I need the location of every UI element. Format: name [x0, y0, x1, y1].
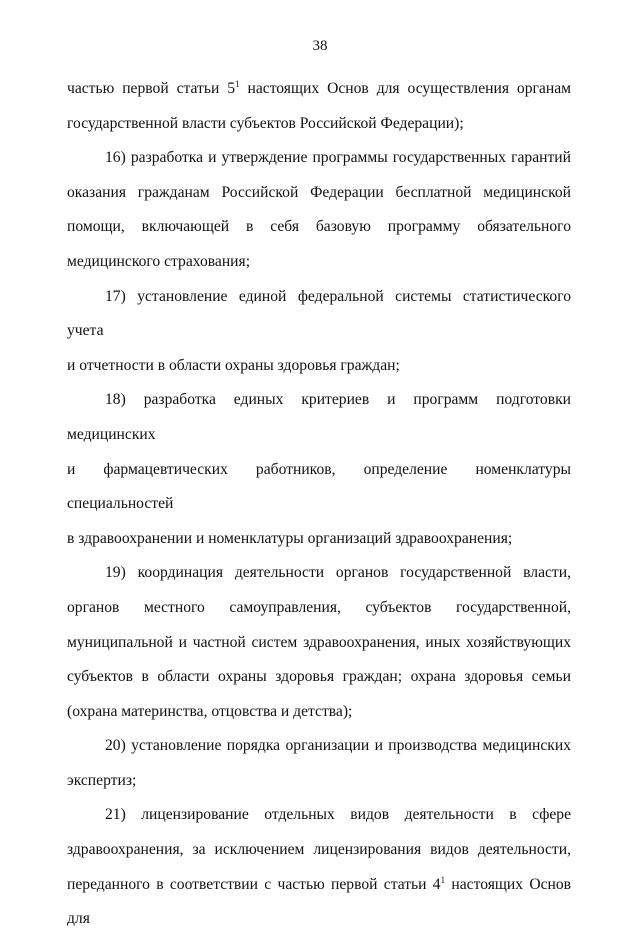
text-line: [67, 626, 571, 661]
text-segment: оказания гражданам Российской Федерации бесплатной медицинской: [67, 183, 571, 201]
text-segment: муниципальной и частной систем здравоохранения, иных хозяйствующих: [67, 633, 571, 651]
paragraph: [67, 556, 571, 729]
text-segment: и фармацевтических работников, определение номенклатуры специальностей: [67, 460, 571, 513]
text-segment: здравоохранения, за исключением лицензирования видов деятельности,: [67, 841, 571, 859]
text-line: [67, 453, 571, 522]
text-segment: экспертиз;: [67, 771, 137, 789]
text-segment: помощи, включающей в себя базовую программу обязательного: [67, 218, 571, 236]
text-segment: медицинского страхования;: [67, 252, 251, 270]
page-number: 38: [312, 38, 328, 54]
paragraph: [67, 383, 571, 556]
text-line: [67, 522, 571, 557]
text-segment: государственной власти субъектов Российской Федерации);: [67, 114, 464, 132]
paragraph: [67, 280, 571, 384]
document-body: [67, 72, 571, 937]
text-segment: (охрана материнства, отцовства и детства);: [67, 702, 353, 720]
text-line: [67, 141, 571, 176]
paragraph: [67, 729, 571, 798]
text-line: [67, 833, 571, 868]
text-segment: настоящих Основ для осуществления органам: [239, 80, 571, 97]
text-segment: 18) разработка единых критериев и программ подготовки медицинских: [67, 391, 571, 443]
text-segment: в здравоохранении и номенклатуры организаций здравоохранения;: [67, 529, 513, 547]
text-segment: и отчетности в области охраны здоровья граждан;: [67, 356, 400, 374]
text-line: [67, 798, 571, 833]
text-segment: 17) установление единой федеральной системы статистического учета: [67, 287, 571, 340]
text-segment: 21) лицензирование отдельных видов деятельности в сфере: [105, 806, 571, 824]
text-segment: 16) разработка и утверждение программы государственных гарантий: [105, 149, 571, 167]
superscript: 1: [235, 79, 240, 89]
text-line: [67, 868, 571, 937]
paragraph: [67, 798, 571, 936]
text-line: [67, 349, 571, 384]
text-line: [67, 591, 571, 626]
text-line: [67, 556, 571, 591]
text-segment: субъектов в области охраны здоровья граждан; охрана здоровья семьи: [67, 668, 571, 686]
superscript: 1: [440, 874, 446, 885]
text-line: [67, 660, 571, 695]
text-segment: переданного в соответствии с частью первой статьи 4: [67, 875, 441, 893]
paragraph: [67, 141, 571, 279]
text-segment: органов местного самоуправления, субъектов государственной,: [67, 598, 571, 616]
text-line: [67, 72, 571, 107]
text-line: [67, 383, 571, 452]
text-line: [67, 176, 571, 211]
text-line: [67, 210, 571, 245]
text-line: [67, 695, 571, 730]
text-line: [67, 107, 571, 142]
text-line: [67, 245, 571, 280]
text-line: [67, 729, 571, 764]
paragraph: [67, 72, 571, 141]
text-line: [67, 280, 571, 349]
text-segment: 19) координация деятельности органов государственной власти,: [105, 564, 571, 582]
text-segment: частью первой статьи 5: [67, 80, 236, 97]
text-line: [67, 764, 571, 799]
text-segment: настоящих Основ для: [67, 875, 572, 928]
text-segment: 20) установление порядка организации и производства медицинских: [105, 737, 571, 755]
